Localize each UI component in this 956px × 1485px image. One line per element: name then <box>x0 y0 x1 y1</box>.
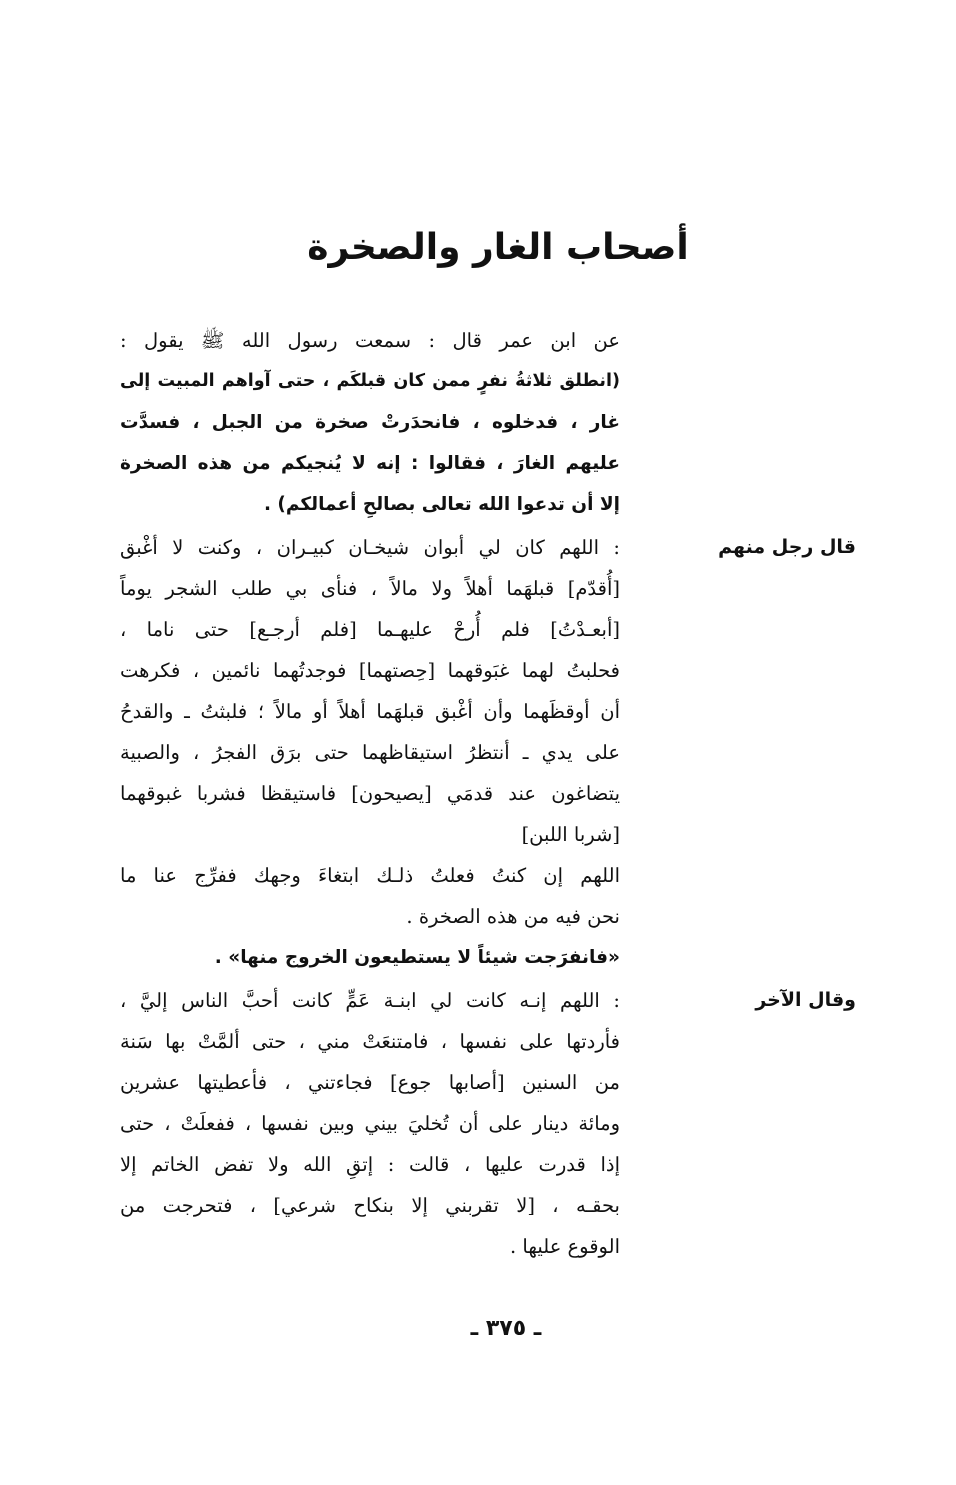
page-number: ـ ٣٧٥ ـ <box>470 1316 542 1341</box>
speaker-label-second: وقال الآخر <box>755 989 856 1011</box>
story-line: إذا قدرت عليها ، قالت : إتقِ الله ولا تفض الخاتم إلا <box>120 1153 620 1176</box>
story-line: «فانفرَجت شيئاً لا يستطيعون الخروج منها» . <box>214 947 620 968</box>
story-line: [أبعـدْتُ] فلم أُرحْ عليهـما [فلم أرجـع] حتى ناما ، <box>120 618 620 641</box>
story-line: اللهم إن كنتُ فعلتُ ذلـك ابتغاءَ وجهك ففرِّج عنا ما <box>120 864 620 887</box>
story-line: فحلبتُ لهما غبَوقهما [حِصتهما] فوجدتُهما نائمين ، فكرهت <box>120 659 620 682</box>
intro-line: عليهم الغارَ ، فقالوا : إنه لا يُنجيكم من هذه الصخرة <box>120 453 620 474</box>
story-line: : اللهم كان لي أبوان شيخـان كبيـران ، وكنت لا أغْبق <box>120 536 620 559</box>
intro-line: غار ، فدخلوه ، فانحدَرتْ صخرة من الجبل ، فسدَّت <box>120 412 620 433</box>
story-line: ومائة دينار على أن تُخليَ بيني وبين نفسها ، ففعلَتْ ، حتى <box>120 1112 620 1135</box>
story-line: أن أوقظَهما وأن أغْبق قبلهَما أهلاً أو مالاً ؛ فلبثتُ ـ والقدحُ <box>120 700 620 723</box>
story-line: [شربا اللبن] <box>521 823 620 846</box>
intro-line: (انطلق ثلاثةُ نفرٍ ممن كان قبلكَم ، حتى آواهم المبيت إلى <box>120 371 620 391</box>
story-line: : اللهم إنـه كانت لي ابنـة عَمٍّ كانت أحبَّ الناس إليَّ ، <box>120 989 620 1012</box>
story-line: نحن فيه من هذه الصخرة . <box>406 905 620 928</box>
first-man-story <box>120 527 620 978</box>
chapter-title: أصحاب الغار والصخرة <box>307 227 689 268</box>
intro-line: عن ابن عمر قال : سمعت رسول الله ﷺ يقول : <box>120 329 620 352</box>
story-line: الوقوع عليها . <box>510 1235 620 1258</box>
story-line: بحقـه ، [لا تقربني إلا بنكاح شرعي] ، فتحرجت من <box>120 1194 620 1217</box>
second-man-story <box>120 980 620 1267</box>
intro-line: إلا أن تدعوا الله تعالى بصالحِ أعمالكم) . <box>263 494 620 515</box>
story-line: من السنين [أصابها جوع] فجاءتني ، فأعطيتها عشرين <box>120 1071 620 1094</box>
story-line: على يدي ـ أنتظرُ استيقاظهما حتى برَق الفجرُ ، والصبية <box>120 741 620 764</box>
story-line: فأردتها على نفسها ، فامتنعَتْ مني ، حتى ألمَّتْ بها سَنة <box>120 1030 620 1053</box>
story-line: يتضاغون عند قدمَي [يصيحون] فاستيقظا فشربا غبوقهما <box>120 782 620 805</box>
story-line: [أُقدّم] قبلهَما أهلاً ولا مالاً ، فنأى بي طلب الشجر يوماً <box>120 577 620 600</box>
speaker-label-first: قال رجل منهم <box>718 536 856 558</box>
intro-paragraph <box>120 320 620 525</box>
